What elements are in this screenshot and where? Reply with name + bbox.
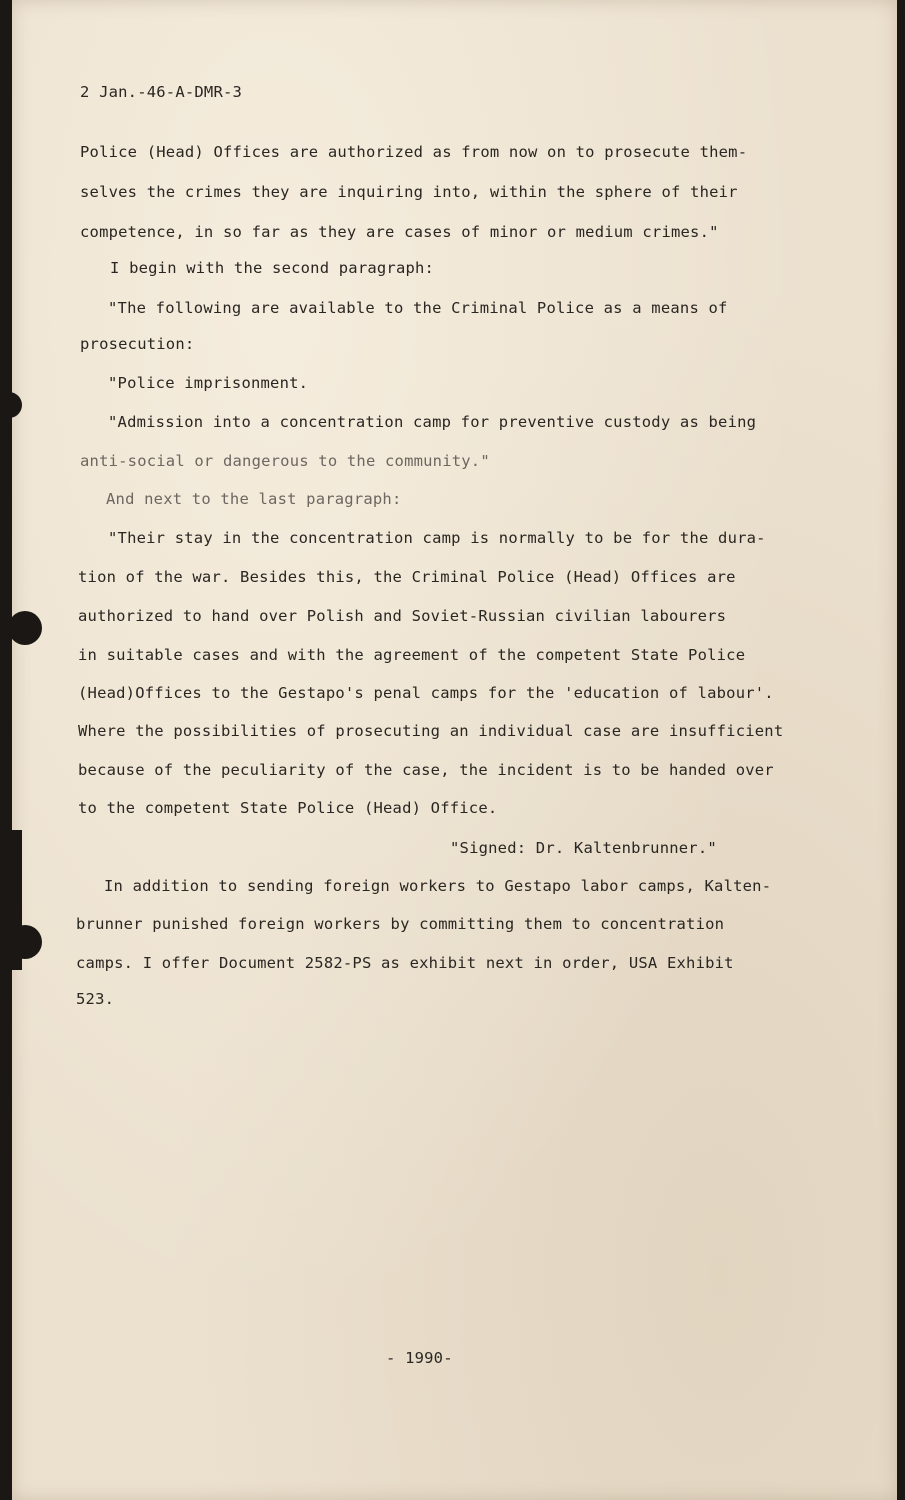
- text-line: brunner punished foreign workers by committing them to concentration: [76, 915, 725, 933]
- text-line: Police (Head) Offices are authorized as from now on to prosecute them-: [80, 143, 748, 161]
- text-line: selves the crimes they are inquiring into, within the sphere of their: [80, 183, 738, 201]
- text-line: prosecution:: [80, 335, 195, 353]
- text-line: In addition to sending foreign workers to Gestapo labor camps, Kalten-: [104, 877, 772, 895]
- text-line: (Head)Offices to the Gestapo's penal camps for the 'education of labour'.: [78, 684, 774, 702]
- page-number: - 1990-: [386, 1349, 453, 1367]
- text-line: authorized to hand over Polish and Soviet-Russian civilian labourers: [78, 607, 727, 625]
- text-line: Where the possibilities of prosecuting an individual case are insufficient: [78, 722, 784, 740]
- text-line: because of the peculiarity of the case, the incident is to be handed over: [78, 761, 774, 779]
- text-line: to the competent State Police (Head) Office.: [78, 799, 498, 817]
- text-line: And next to the last paragraph:: [106, 490, 402, 508]
- signature-line: "Signed: Dr. Kaltenbrunner.": [450, 839, 717, 857]
- text-line: 523.: [76, 990, 115, 1008]
- text-line: "The following are available to the Criminal Police as a means of: [108, 299, 728, 317]
- text-line: I begin with the second paragraph:: [110, 259, 435, 277]
- text-line: "Police imprisonment.: [108, 374, 309, 392]
- text-line: anti-social or dangerous to the community.": [80, 452, 490, 470]
- text-line: in suitable cases and with the agreement of the competent State Police: [78, 646, 746, 664]
- text-line: competence, in so far as they are cases of minor or medium crimes.": [80, 223, 719, 241]
- text-line: "Their stay in the concentration camp is normally to be for the dura-: [108, 529, 766, 547]
- text-line: camps. I offer Document 2582-PS as exhibit next in order, USA Exhibit: [76, 954, 734, 972]
- text-line: tion of the war. Besides this, the Criminal Police (Head) Offices are: [78, 568, 736, 586]
- text-line: "Admission into a concentration camp for preventive custody as being: [108, 413, 757, 431]
- document-reference: 2 Jan.-46-A-DMR-3: [80, 83, 243, 101]
